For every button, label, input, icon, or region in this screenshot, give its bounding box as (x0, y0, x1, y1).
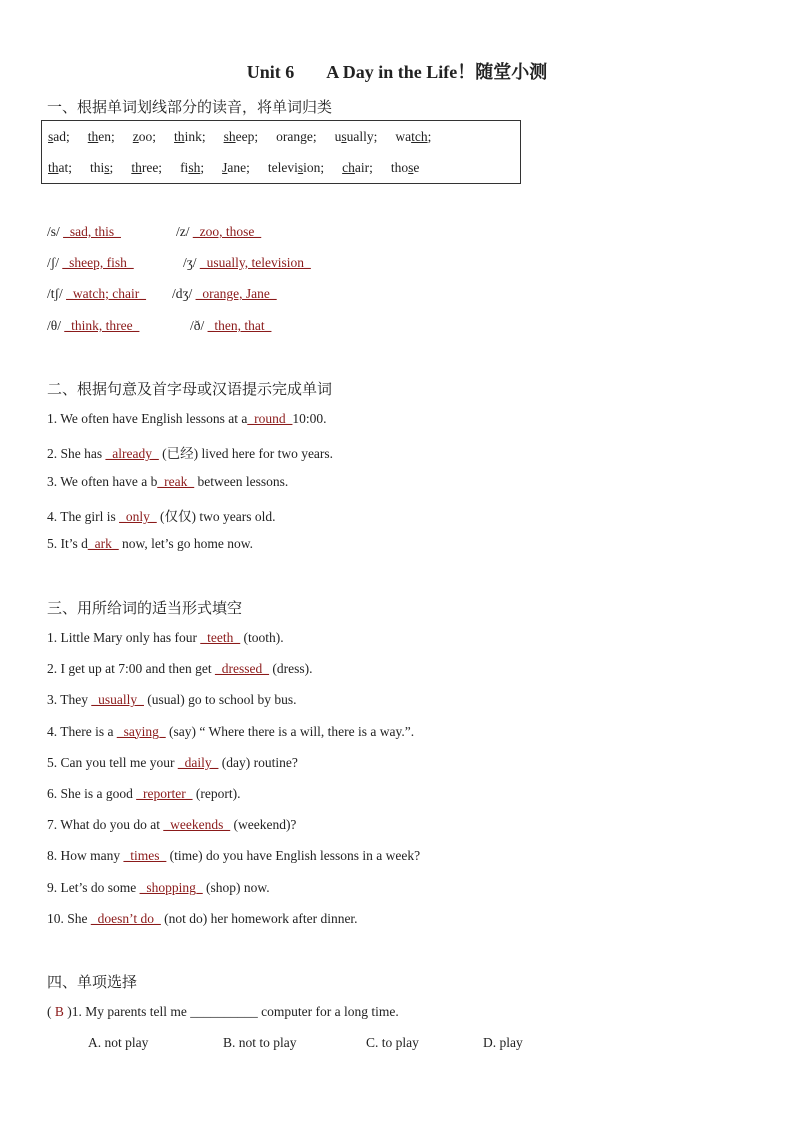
phonetic-line (190, 318, 271, 334)
question-text: 6. She is a good (47, 786, 137, 801)
word-item: chair; (342, 160, 373, 175)
phonetic-line (47, 224, 121, 240)
answer-blank: _only_ (119, 508, 157, 524)
question-line (47, 880, 270, 896)
question-text: (仅仅) two years old. (156, 508, 276, 524)
question-line (47, 911, 358, 927)
phonetic-line (47, 318, 139, 334)
word-item: this; (90, 160, 114, 175)
question-text: 3. They (47, 692, 92, 708)
option-c: C. to play (366, 1035, 419, 1050)
answer-blank: _usually_ (91, 692, 144, 708)
title-unit: Unit 6 (246, 62, 295, 82)
answer-blank: _teeth_ (200, 630, 241, 645)
question-line (47, 817, 296, 833)
phonetic-answer: _think, three_ (64, 318, 140, 333)
question-line (47, 474, 288, 490)
question-line (47, 630, 284, 646)
phonetic-symbol: /θ/ (47, 318, 61, 333)
word-item: zoo; (132, 129, 157, 144)
question-line (47, 724, 414, 740)
question-text: (weekend)? (230, 817, 297, 833)
phonetic-symbol: /dʒ/ (172, 286, 193, 301)
phonetic-line (47, 286, 146, 302)
section2-heading: 二、根据句意及首字母或汉语提示完成单词 (47, 380, 333, 398)
section3-heading: 三、用所给词的适当形式填空 (47, 599, 243, 617)
question-line (47, 661, 312, 677)
answer-blank: _saying_ (116, 723, 166, 739)
question-text: 7. What do you do at (47, 817, 164, 833)
answer-blank: _ark_ (87, 536, 119, 551)
word-box (41, 120, 521, 184)
question-line (47, 536, 253, 552)
question-text: 5. It’s d (47, 536, 88, 551)
question-text: 1. We often have English lessons at a (47, 411, 248, 426)
question-text: (tooth). (240, 630, 284, 645)
answer-blank: _daily_ (177, 754, 219, 770)
phonetic-answer: _sheep, fish_ (62, 255, 134, 270)
question-line (47, 411, 327, 427)
phonetic-line (47, 255, 134, 271)
word-item: orange; (276, 129, 317, 144)
question-text: now, let’s go home now. (118, 536, 254, 551)
question-line (47, 755, 298, 771)
question-text: 5. Can you tell me your (47, 754, 178, 770)
question-text: (day) routine? (218, 754, 298, 770)
phonetic-line (176, 224, 261, 240)
section4-heading: 四、单项选择 (47, 973, 138, 991)
word-item: think; (174, 129, 206, 144)
question-text: (shop) now. (202, 879, 270, 895)
question-line (47, 505, 276, 525)
question-line (47, 692, 297, 708)
phonetic-answer: _orange, Jane_ (195, 286, 277, 301)
answer-blank: _round_ (247, 411, 293, 426)
question-text: (not do) her homework after dinner. (160, 910, 358, 926)
q1-open: ( (47, 1004, 55, 1019)
section1-heading: 一、根据单词划线部分的读音，将单词归类 (47, 98, 333, 116)
phonetic-symbol: /ʃ/ (47, 255, 59, 270)
word-item: Jane; (222, 160, 250, 175)
phonetic-symbol: /z/ (176, 224, 190, 239)
phonetic-answer: _then, that_ (207, 318, 272, 333)
phonetic-answer: _usually, television_ (199, 255, 311, 270)
q1-answer: B (54, 1004, 64, 1019)
question-text: 10:00. (292, 411, 327, 426)
question-line (47, 786, 240, 802)
answer-blank: _already_ (105, 446, 159, 462)
phonetic-symbol: /ð/ (190, 318, 205, 333)
question-text: 1. Little Mary only has four (47, 630, 201, 645)
question-text: (dress). (268, 661, 313, 677)
question-text: (say) “ Where there is a will, there is a way.”. (165, 723, 415, 739)
phonetic-answer: _sad, this_ (63, 224, 121, 239)
option-d: D. play (483, 1035, 523, 1050)
question-1 (47, 1004, 399, 1020)
answer-blank: _times_ (123, 848, 167, 864)
option-b: B. not to play (223, 1035, 297, 1050)
word-item: fish; (180, 160, 205, 175)
question-text: 3. We often have a b (47, 473, 158, 489)
question-text: (usual) go to school by bus. (143, 692, 297, 708)
answer-blank: _weekends_ (163, 817, 231, 833)
word-row-1 (48, 129, 449, 145)
word-item: television; (267, 160, 325, 175)
phonetic-symbol: /tʃ/ (47, 286, 63, 301)
phonetic-answer: _zoo, those_ (192, 224, 262, 239)
question-text: 8. How many (47, 848, 124, 864)
answer-blank: _doesn’t do_ (90, 910, 161, 926)
word-item: three; (131, 160, 163, 175)
phonetic-symbol: /ʒ/ (183, 255, 197, 270)
phonetic-line (183, 255, 311, 271)
question-text: 10. She (47, 910, 91, 926)
question-text: 4. There is a (47, 723, 117, 739)
question-text: 2. She has (47, 446, 106, 462)
word-item: usually; (334, 129, 378, 144)
question-text: (time) do you have English lessons in a week? (166, 848, 421, 864)
answer-blank: _shopping_ (139, 879, 203, 895)
question-line (47, 848, 420, 864)
question-text: 2. I get up at 7:00 and then get (47, 661, 215, 677)
phonetic-symbol: /s/ (47, 224, 60, 239)
title-name: A Day in the Life！随堂小测 (326, 62, 548, 82)
answer-blank: _reporter_ (136, 786, 193, 801)
question-text: (report). (192, 786, 241, 801)
answer-blank: _reak_ (157, 473, 195, 489)
word-item: then; (87, 129, 115, 144)
page-title (0, 58, 794, 84)
answer-blank: _dressed_ (214, 661, 269, 677)
question-text: (已经) lived here for two years. (158, 446, 334, 462)
word-item: sheep; (223, 129, 259, 144)
q1-text: )1. My parents tell me __________ computer for a long time. (63, 1004, 399, 1019)
option-a: A. not play (88, 1035, 149, 1050)
question-text: 9. Let’s do some (47, 879, 140, 895)
word-row-2 (48, 160, 437, 176)
phonetic-answer: _watch; chair_ (66, 286, 146, 301)
word-item: that; (48, 160, 73, 175)
question-line (47, 442, 333, 462)
word-item: watch; (395, 129, 432, 144)
word-item: those (390, 160, 420, 175)
question-text: 4. The girl is (47, 508, 120, 524)
question-text: between lessons. (194, 473, 289, 489)
word-item: sad; (48, 129, 70, 144)
phonetic-line (172, 286, 277, 302)
